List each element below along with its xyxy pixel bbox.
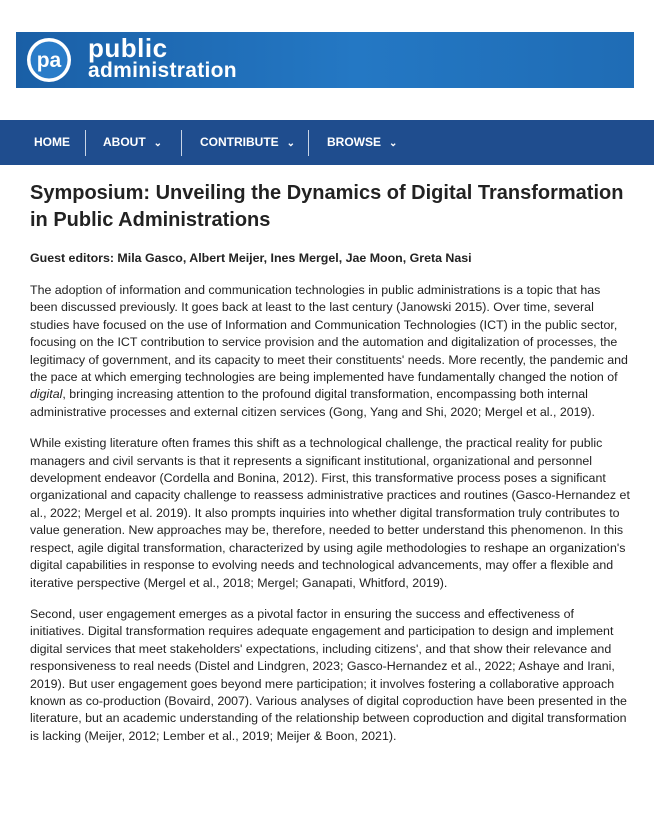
chevron-down-icon: ⌄ (389, 138, 398, 149)
chevron-down-icon: ⌄ (153, 138, 163, 149)
nav-about[interactable] (103, 120, 162, 165)
site-logo-text (88, 33, 237, 82)
logo-mark-text: pa (36, 49, 62, 72)
nav-home[interactable] (34, 120, 70, 165)
nav-browse[interactable] (327, 120, 397, 165)
nav-home-label: HOME (34, 135, 70, 149)
logo-line-administration: administration (88, 59, 237, 82)
page-title: Symposium: Unveiling the Dynamics of Digital Transformation in Public Administrations (30, 182, 624, 231)
nav-contribute-label: CONTRIBUTE (200, 135, 279, 149)
chevron-down-icon: ⌄ (286, 138, 296, 149)
emphasis-digital: digital (30, 387, 63, 402)
logo-line-public: public (88, 33, 168, 63)
site-banner[interactable] (16, 32, 634, 88)
guest-editors: Guest editors: Mila Gasco, Albert Meijer, Ines Mergel, Jae Moon, Greta Nasi (30, 251, 472, 265)
paragraph-1-part-b: , bringing increasing attention to the profound digital transformation, encompassing both internal administrative processes and external citizen services (Gong, Yang and Shi, 2020; Mergel et al., 2019). (30, 387, 595, 419)
paragraph-1-part-a: The adoption of information and communication technologies in public administrations is a topic that has been discussed previously. It goes back at least to the last century (Janowski 2015). Over time, several studies have focused on the use of Information and Communication Technologies (ICT) in the public sector, focusing on the ICT contribution to service provision and the automation and digitalization of processes, the legitimacy of government, and its capacity to meet their constituents' needs. More recently, the pandemic and the pace at which emerging technologies are being implemented have fundamentally changed the notion of (30, 283, 628, 385)
article-content (30, 180, 630, 745)
nav-divider (181, 130, 182, 156)
paragraph-2: While existing literature often frames this shift as a technological challenge, the practical reality for public managers and civil servants is that it represents a significant institutional, organizational and personnel development endeavor (Cordella and Bonina, 2012). First, this transformative process poses a significant organizational and capacity challenge to reassess administrative practices and routines (Gasco-Hernandez et al., 2022; Mergel et al. 2019). It also prompts inquiries into whether digital transformation truly contributes to value generation. New approaches may be, therefore, needed to better understand this phenomenon. In this respect, agile digital transformation, characterized by using agile methodologies to reshape an organization's digital capabilities in response to evolving needs and technological advancements, may offer a flexible and iterative perspective (Mergel et al., 2018; Mergel; Ganapati, Whitford, 2019). (30, 436, 630, 590)
nav-contribute[interactable] (200, 120, 295, 165)
paragraph-1 (30, 282, 630, 421)
main-nav (0, 120, 654, 165)
pa-logo-icon (25, 36, 73, 84)
paragraph-3: Second, user engagement emerges as a pivotal factor in ensuring the success and effectiveness of initiatives. Digital transformation requires adequate engagement and participation to design and implement digital services that meet stakeholders' expectations, including citizens', and that show their relevance and responsiveness to real needs (Distel and Lindgren, 2023; Gasco-Hernandez et al., 2022; Ashaye and Irani, 2019). But user engagement goes beyond mere participation; it involves fostering a collaborative approach known as co-production (Bovaird, 2007). Various analyses of digital coproduction have been presented in the literature, but an academic understanding of the relationship between coproduction and digital transformation is lacking (Meijer, 2012; Lember et al., 2019; Meijer & Boon, 2021). (30, 606, 627, 743)
nav-browse-label: BROWSE (327, 135, 381, 149)
nav-divider (308, 130, 309, 156)
nav-divider (85, 130, 86, 156)
nav-about-label: ABOUT (103, 135, 146, 149)
